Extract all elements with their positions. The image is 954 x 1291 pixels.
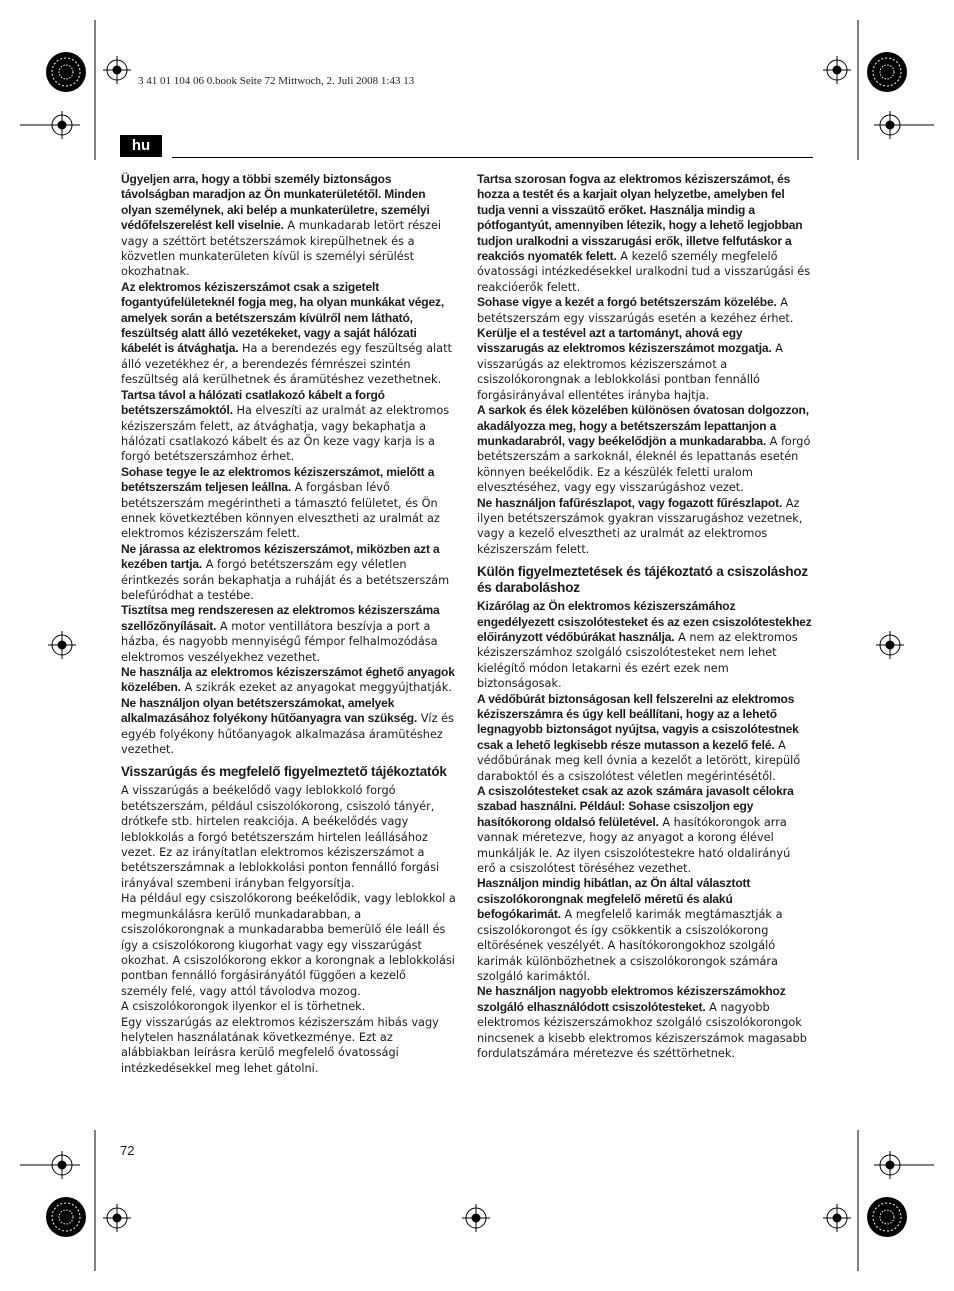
- safety-paragraph: A csiszolótesteket csak az azok számára javasolt célokra szabad használni. Például: Sohase csiszoljon egy hasítókorong oldalsó felületével. A hasítókorongok arra vannak méretezve, hogy az anyagot a korong élével munkálják le. Az ilyen csiszolótestekre ható oldalirányú erő a csiszolótest töréséhez vezethet.: [477, 784, 794, 876]
- body-paragraph: A visszarúgás a beékelődő vagy leblokkoló forgó betétszerszám, például csiszolókorong, csiszoló tányér, drótkefe stb. hirtelen reakciója. A beékelődés vagy leblokkolás a forgó betétszerszám hirtelen leállásához vezet. Ez az irányítatlan elektromos kéziszerszámot a betétszerszámnak a leblokkolási ponton fennálló forgási irányával szembeni irányban felgyorsítja.: [121, 784, 440, 890]
- safety-paragraph: Ügyeljen arra, hogy a többi személy biztonságos távolságban maradjon az Ön munkaterületétől. Minden olyan személynek, aki belép a munkaterületre, személyi védőfelszerelést kell viselnie. A munkadarab letört részei vagy a széttört betétszerszámok kirepülhetnek és a közvetlen munkaterületen kívül is személyi sérülést okozhatnak.: [121, 172, 442, 279]
- section-heading-kickback: Visszarúgás és megfelelő figyelmeztető tájékoztatók: [121, 764, 447, 780]
- body-paragraph: A csiszolókorongok ilyenkor el is törhetnek.: [121, 1000, 366, 1014]
- header-rule: [172, 157, 813, 158]
- safety-paragraph: Sohase tegye le az elektromos kéziszerszámot, mielőtt a betétszerszám teljesen leállna. A forgásban lévő betétszerszám megérintheti a támasztó felületet, és Ön ennek következtében könnyen elvesztheti az uralmát az elektromos kéziszerszám felett.: [121, 464, 440, 541]
- safety-paragraph: Ne járassa az elektromos kéziszerszámot, miközben azt a kezében tartja. A forgó betétszerszám egy véletlen érintkezés során bekaphatja a ruháját és a betétszerszám belefúródhat a testébe.: [121, 541, 450, 602]
- safety-paragraph: Tisztítsa meg rendszeresen az elektromos kéziszerszáma szellőzőnyílásait. A motor ventillátora beszívja a port a házba, és nagyobb mennyiségű fémpor felhalmozódása elektromos veszélyekhez vezethet.: [121, 603, 440, 664]
- safety-paragraph: Az elektromos kéziszerszámot csak a szigetelt fogantyúfelületeknél fogja meg, ha olyan munkákat végez, amelyek során a betétszerszám kívülről nem látható, feszültség alatt álló vezetékeket, vagy a saját hálózati kábelét is átvághatja. Ha a berendezés egy feszültség alatt álló vezetékhez ér, a berendezés fémrészei szintén feszültség alá kerülhetnek és áramütéshez vezethetnek.: [121, 279, 452, 387]
- safety-paragraph: Ne használja az elektromos kéziszerszámot éghető anyagok közelében. A szikrák ezeket az anyagokat meggyújthatják.: [121, 665, 455, 695]
- left-column: [121, 172, 456, 1076]
- safety-paragraph: Kerülje el a testével azt a tartományt, ahová egy visszarugás az elektromos kéziszerszámot mozgatja. A visszarúgás az elektromos kéziszerszámot a csiszolókorongnak a leblokkolási pontban fennálló forgásirányával ellentétes irányba hajtja.: [477, 326, 783, 402]
- right-column: [477, 172, 812, 1061]
- safety-paragraph: Ne használjon olyan betétszerszámokat, amelyek alkalmazásához folyékony hűtőanyagra van szükség. Víz és egyéb folyékony hűtőanyagok alkalmazása áramütéshez vezethet.: [121, 695, 454, 757]
- safety-paragraph: Kizárólag az Ön elektromos kéziszerszámához engedélyezett csiszolótesteket és az ezen csiszolótestekhez előirányzott védőbúrákat használja. A nem az elektromos kéziszerszámhoz szolgáló csiszolótesteket nem lehet kielégítő módon letakarni és ezért ezek nem biztonságosak.: [477, 599, 812, 691]
- section-heading-grinding: Külön figyelmeztetések és tájékoztató a csiszoláshoz és daraboláshoz: [477, 564, 808, 596]
- print-header-line: 3 41 01 104 06 0.book Seite 72 Mittwoch, 2. Juli 2008 1:43 13: [138, 75, 415, 87]
- safety-paragraph: Ne használjon fafűrészlapot, vagy fogazott fűrészlapot. Az ilyen betétszerszámok gyakran visszarugáshoz vezetnek, vagy a kezelő elvesztheti az uralmát az elektromos kéziszerszám felett.: [477, 495, 803, 556]
- body-paragraph: Egy visszarúgás az elektromos kéziszerszám hibás vagy helytelen használatának következménye. Ezt az alábbiakban leírásra kerülő megfelelő óvatossági intézkedésekkel meg lehet gátolni.: [121, 1015, 439, 1075]
- safety-paragraph: Tartsa távol a hálózati csatlakozó kábelt a forgó betétszerszámoktól. Ha elveszíti az uralmát az elektromos kéziszerszám felett, az átvághatja, vagy bekaphatja a hálózati csatlakozó kábelt és az Ön keze vagy karja is a forgó betétszerszámhoz érhet.: [121, 387, 450, 464]
- language-tab[interactable]: hu: [120, 135, 162, 157]
- body-paragraph: Ha például egy csiszolókorong beékelődik, vagy leblokkol a megmunkálásra kerülő munkadarabban, a csiszolókorongnak a munkadarabba bemerülő éle leáll és így a csiszolókorong kiugorhat vagy egy visszarúgást okozhat. A csiszolókorong ekkor a korongnak a leblokkolási pontban fennálló forgásirányától függően a kezelő személy felé, vagy attól távolodva mozog.: [121, 892, 456, 998]
- safety-paragraph: A védőbúrát biztonságosan kell felszerelni az elektromos kéziszerszámra és úgy kell beállítani, hogy az a lehető legnagyobb biztonságot nyújtsa, vagyis a csiszolótestnek csak a lehető legkisebb része mutasson a kezelő felé. A védőbúrának meg kell óvnia a kezelőt a letörött, kirepülő daraboktól és a csiszolótest véletlen megérintésétől.: [477, 691, 801, 783]
- page-number: 72: [120, 1143, 135, 1158]
- safety-paragraph: Használjon mindig hibátlan, az Ön által választott csiszolókorongnak megfelelő méretű és alakú befogókarimát. A megfelelő karimák megtámasztják a csiszolókorongot és így csökkentik a csiszolókorong eltörésének veszélyét. A hasítókorongokhoz szolgáló karimák különbözhetnek a csiszolókorongok számára szolgáló karimáktól.: [477, 876, 783, 983]
- safety-paragraph: Sohase vigye a kezét a forgó betétszerszám közelébe. A betétszerszám egy visszarúgás esetén a kezéhez érhet.: [477, 295, 794, 325]
- safety-paragraph: Ne használjon nagyobb elektromos kéziszerszámokhoz szolgáló elhasználódott csiszolótesteket. A nagyobb elektromos kéziszerszámokhoz szolgáló csiszolókorongok nincsenek a kisebb elektromos kéziszerszámok magasabb fordulatszámára méretezve és széttörhetnek.: [477, 984, 807, 1060]
- safety-paragraph: Tartsa szorosan fogva az elektromos kéziszerszámot, és hozza a testét és a karjait olyan helyzetbe, amelyben fel tudja venni a visszaütő erőket. Használja mindig a pótfogantyút, amennyiben létezik, hogy a lehető legjobban tudjon uralkodni a visszarugási erők, illetve felfutáskor a reakciós nyomaték felett. A kezelő személy megfelelő óvatossági intézkedésekkel uralkodni tud a visszarúgási és reakcióerők felett.: [477, 172, 811, 294]
- safety-paragraph: A sarkok és élek közelében különösen óvatosan dolgozzon, akadályozza meg, hogy a betétszerszám lepattanjon a munkadarabról, vagy beékelődjön a munkadarabba. A forgó betétszerszám a sarkoknál, éleknél és lepattanás esetén könnyen beékelődik. Ez a készülék feletti uralom elvesztéséhez, vagy egy visszarúgáshoz vezet.: [477, 403, 811, 495]
